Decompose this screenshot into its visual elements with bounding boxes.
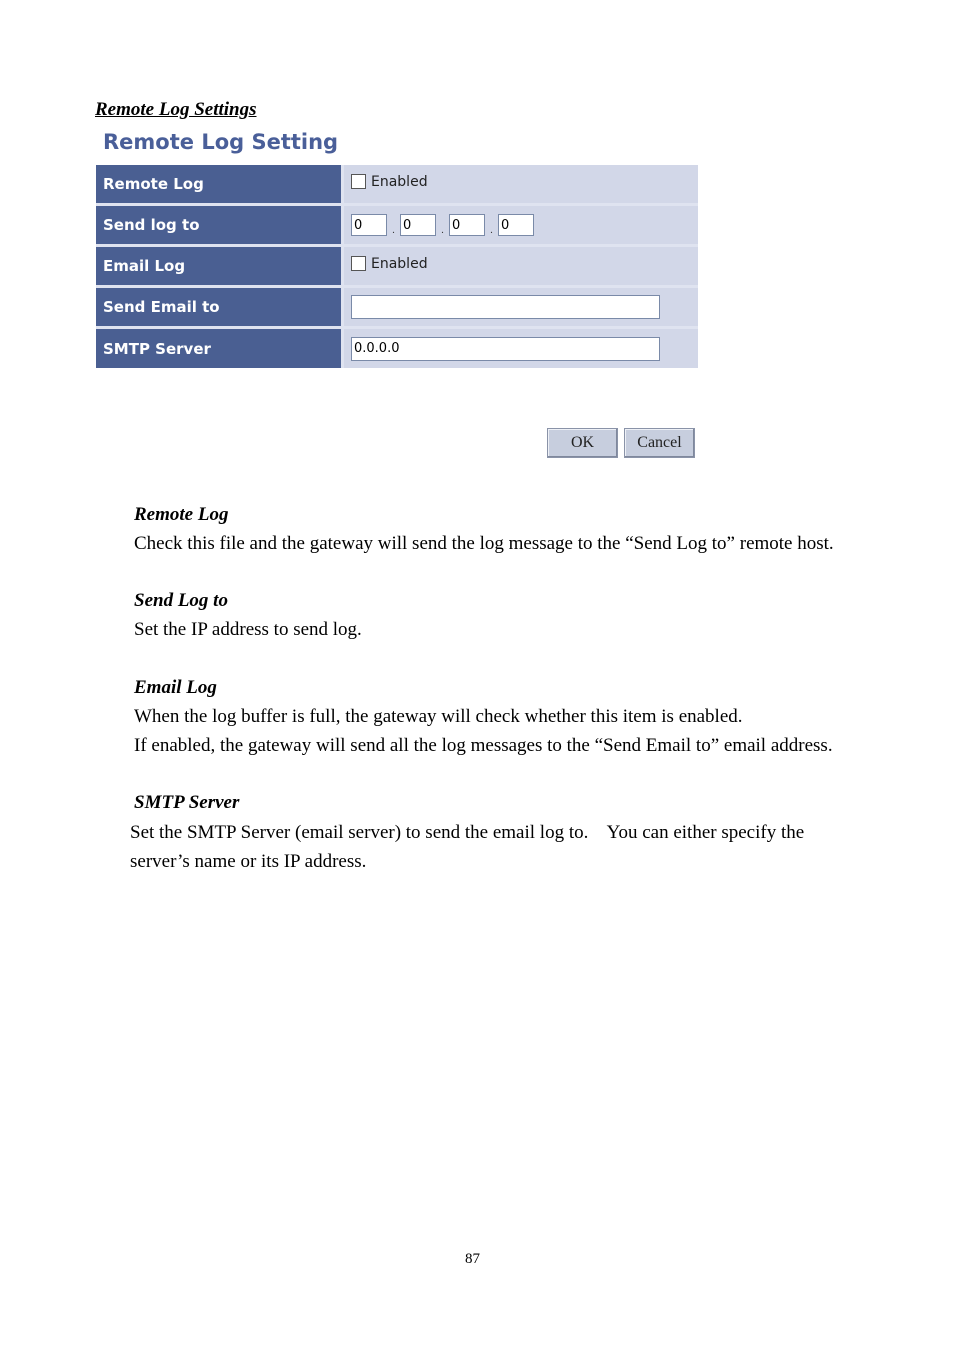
ok-button[interactable]: OK	[547, 428, 618, 458]
cancel-button[interactable]: Cancel	[624, 428, 695, 458]
smtp-server-input[interactable]	[351, 337, 660, 361]
page-number: 87	[465, 1251, 480, 1267]
ip-separator: .	[490, 225, 493, 236]
ip-octet-4-input[interactable]	[498, 214, 534, 236]
row-email-log	[96, 246, 698, 287]
row-remote-log	[96, 165, 698, 205]
panel-title: Remote Log Setting	[103, 130, 339, 154]
email-log-checkbox[interactable]	[351, 256, 428, 272]
checkbox-unchecked-icon[interactable]	[351, 256, 366, 271]
smtp-server-desc-title: SMTP Server	[134, 792, 240, 813]
send-log-to-desc-title: Send Log to	[134, 590, 228, 611]
ip-separator: .	[392, 225, 395, 236]
row-send-email-to	[96, 287, 698, 328]
section-title: Remote Log Settings	[95, 99, 257, 120]
checkbox-unchecked-icon[interactable]	[351, 174, 366, 189]
email-log-desc-title: Email Log	[134, 677, 217, 698]
ip-address-group	[351, 214, 698, 236]
remote-log-checkbox-label: Enabled	[371, 173, 428, 190]
ip-separator: .	[441, 225, 444, 236]
smtp-server-label: SMTP Server	[96, 328, 343, 369]
email-log-value	[343, 246, 699, 287]
email-log-desc-line2: If enabled, the gateway will send all the log messages to the “Send Email to” email address.	[134, 735, 833, 756]
remote-log-desc-title: Remote Log	[134, 504, 229, 525]
send-email-to-label: Send Email to	[96, 287, 343, 328]
email-log-label: Email Log	[96, 246, 343, 287]
email-log-checkbox-label: Enabled	[371, 255, 428, 272]
smtp-server-desc-line1: Set the SMTP Server (email server) to send the email log to. You can either specify the	[130, 822, 805, 843]
ip-octet-1-input[interactable]	[351, 214, 387, 236]
email-log-desc-line1: When the log buffer is full, the gateway will check whether this item is enabled.	[134, 706, 743, 727]
smtp-server-desc-line2: server’s name or its IP address.	[130, 851, 367, 872]
ip-octet-3-input[interactable]	[449, 214, 485, 236]
remote-log-value	[343, 165, 699, 205]
smtp-server-value	[343, 328, 699, 369]
remote-log-checkbox[interactable]	[351, 174, 428, 190]
send-log-to-label: Send log to	[96, 205, 343, 246]
send-log-to-value	[343, 205, 699, 246]
ip-octet-2-input[interactable]	[400, 214, 436, 236]
remote-log-settings-table	[96, 165, 698, 368]
remote-log-label: Remote Log	[96, 165, 343, 205]
send-email-to-value	[343, 287, 699, 328]
row-smtp-server	[96, 328, 698, 369]
remote-log-desc-text: Check this file and the gateway will send the log message to the “Send Log to” remote host.	[134, 533, 834, 554]
send-log-to-desc-text: Set the IP address to send log.	[134, 619, 362, 640]
send-email-to-input[interactable]	[351, 295, 660, 319]
row-send-log-to	[96, 205, 698, 246]
